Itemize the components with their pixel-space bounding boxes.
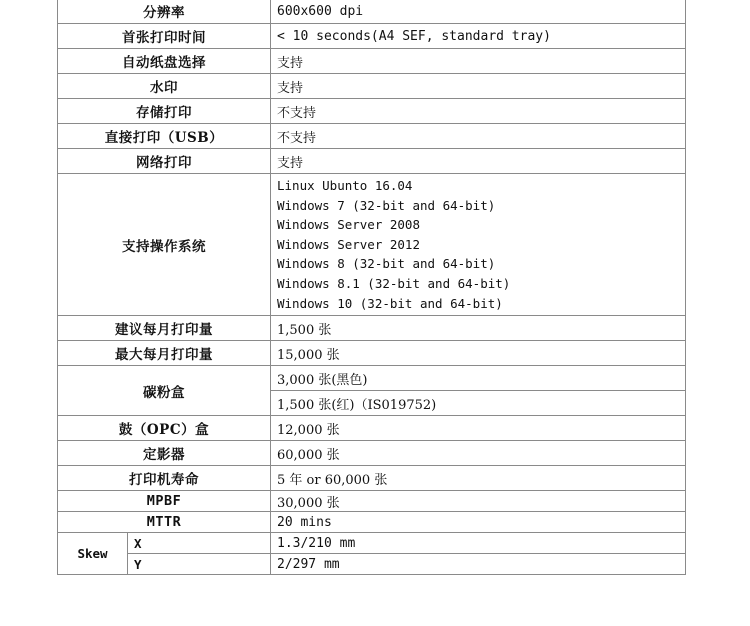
spec-label: 定影器 bbox=[58, 441, 271, 466]
spec-value: 1,500 张(红)（IS019752) bbox=[271, 391, 686, 416]
spec-value: 不支持 bbox=[271, 99, 686, 124]
spec-value: 1.3/210 mm bbox=[271, 533, 686, 554]
spec-label: 鼓（OPC）盒 bbox=[58, 416, 271, 441]
spec-value: 3,000 张(黑色) bbox=[271, 366, 686, 391]
skew-axis-y: Y bbox=[128, 554, 271, 575]
os-item: Windows 7 (32-bit and 64-bit) bbox=[277, 197, 496, 213]
spec-row-network-print bbox=[58, 149, 686, 174]
spec-row-mttr bbox=[58, 512, 686, 533]
spec-value: 600x600 dpi bbox=[271, 0, 686, 24]
spec-label: 建议每月打印量 bbox=[58, 316, 271, 341]
spec-row-skew-x bbox=[58, 533, 686, 554]
os-item: Windows Server 2012 bbox=[277, 236, 420, 252]
spec-label: 打印机寿命 bbox=[58, 466, 271, 491]
spec-row-first-print bbox=[58, 24, 686, 49]
spec-row-drum bbox=[58, 416, 686, 441]
skew-axis-x: X bbox=[128, 533, 271, 554]
os-item: Linux Ubunto 16.04 bbox=[277, 178, 413, 193]
spec-label: 直接打印（USB） bbox=[58, 124, 271, 149]
spec-label: 自动纸盘选择 bbox=[58, 49, 271, 74]
spec-row-skew-y bbox=[58, 554, 686, 575]
spec-row-toner bbox=[58, 366, 686, 391]
spec-row-stored-print bbox=[58, 99, 686, 124]
spec-row-watermark bbox=[58, 74, 686, 99]
spec-value: 20 mins bbox=[271, 512, 686, 533]
spec-value: < 10 seconds(A4 SEF, standard tray) bbox=[271, 24, 686, 49]
os-item: Windows 8.1 (32-bit and 64-bit) bbox=[277, 275, 511, 291]
spec-label bbox=[58, 512, 271, 533]
spec-label: 支持操作系统 bbox=[58, 174, 271, 316]
spec-value: 15,000 张 bbox=[271, 341, 686, 366]
spec-value: 12,000 张 bbox=[271, 416, 686, 441]
spec-value: 60,000 张 bbox=[271, 441, 686, 466]
spec-label: 存储打印 bbox=[58, 99, 271, 124]
spec-value: 支持 bbox=[271, 149, 686, 174]
spec-label-text: MPBF bbox=[146, 493, 182, 510]
spec-value: 支持 bbox=[271, 49, 686, 74]
spec-label: 网络打印 bbox=[58, 149, 271, 174]
spec-row-mpbf bbox=[58, 491, 686, 512]
spec-value-list bbox=[271, 174, 686, 316]
spec-label: 分辨率 bbox=[58, 0, 271, 24]
os-item: Windows Server 2008 bbox=[277, 217, 420, 233]
spec-label: 碳粉盒 bbox=[58, 366, 271, 416]
skew-label: Skew bbox=[58, 533, 128, 575]
spec-value: 5 年 or 60,000 张 bbox=[271, 466, 686, 491]
printer-spec-table bbox=[57, 0, 686, 575]
spec-row-fuser bbox=[58, 441, 686, 466]
spec-row-printer-life bbox=[58, 466, 686, 491]
spec-label: 首张打印时间 bbox=[58, 24, 271, 49]
spec-value: 支持 bbox=[271, 74, 686, 99]
spec-value: 1,500 张 bbox=[271, 316, 686, 341]
spec-row-monthly-recommended bbox=[58, 316, 686, 341]
spec-label: 最大每月打印量 bbox=[58, 341, 271, 366]
spec-label-text: MTTR bbox=[146, 514, 182, 531]
spec-value: 2/297 mm bbox=[271, 554, 686, 575]
spec-value: 30,000 张 bbox=[271, 491, 686, 512]
spec-label: 水印 bbox=[58, 74, 271, 99]
spec-row-resolution bbox=[58, 0, 686, 24]
os-item: Windows 10 (32-bit and 64-bit) bbox=[277, 295, 503, 311]
spec-row-os-support bbox=[58, 174, 686, 316]
spec-row-auto-paper bbox=[58, 49, 686, 74]
spec-row-direct-usb bbox=[58, 124, 686, 149]
spec-value: 不支持 bbox=[271, 124, 686, 149]
spec-row-monthly-max bbox=[58, 341, 686, 366]
os-item: Windows 8 (32-bit and 64-bit) bbox=[277, 256, 496, 272]
spec-label bbox=[58, 491, 271, 512]
